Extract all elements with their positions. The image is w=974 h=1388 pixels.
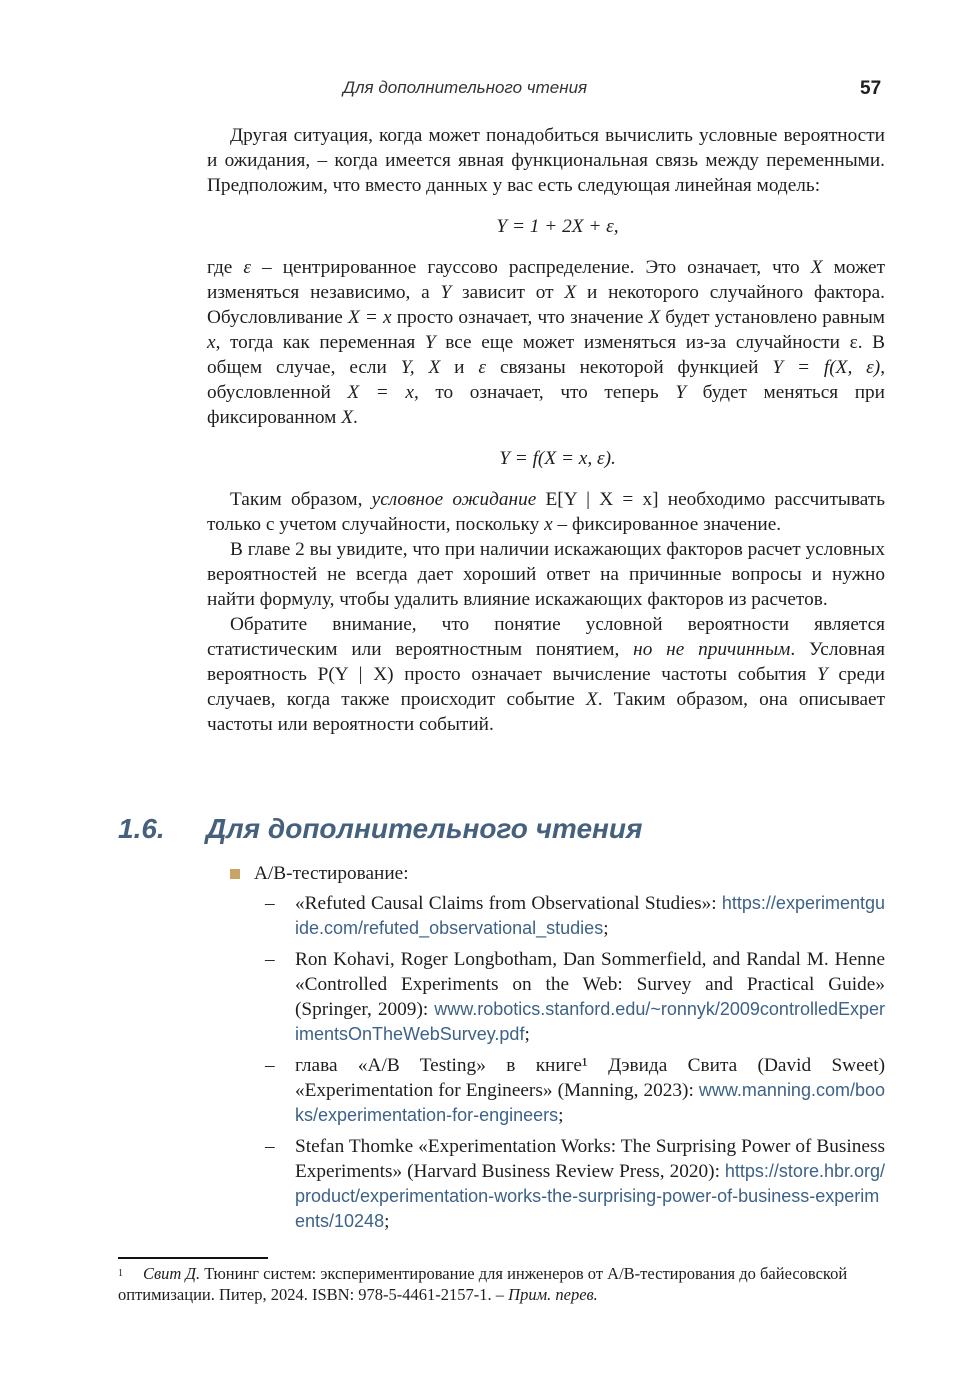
item-link[interactable]: www.manning.com/books/experimentation-for-engineers [295,1080,885,1125]
text-run: Другая ситуация, когда может понадобиться вычислить условные вероятности и ожидания, – когда имеется явная функциональная связь между переменными. Предположим, что вместо данных у вас есть следующая линейная модель: [207,125,885,196]
text-run: Обратите внимание, что понятие условной вероятности является статистическим или вероятностным понятием, [207,614,885,660]
section-title: Для дополнительного чтения [206,813,643,844]
list-item [265,1134,885,1234]
item-body [295,891,885,941]
item-text: глава «A/B Testing» в книге¹ Дэвида Свита (David Sweet) «Experimentation for Engineers» (Manning, 2023): [295,1055,885,1101]
dash-bullet-icon: – [265,949,275,970]
item-text: Stefan Thomke «Experimentation Works: The Surprising Power of Business Experiments» (Harvard Business Review Press, 2020): [295,1136,885,1182]
text-run: В главе 2 вы увидите, что при наличии искажающих факторов расчет условных вероятностей не всегда дает хороший ответ на причинные вопросы и нужно найти формулу, чтобы удалить влияние искажающих факторов из расчетов. [207,539,885,610]
text-run: X [341,407,353,428]
text-run: , обусловленной [207,357,886,403]
footnote-author: Свит Д. [143,1264,201,1283]
text-run: . Таким образом, она описывает частоты или вероятности событий. [207,689,885,735]
text-run: E[Y | X = x] необходимо рассчитывать только с учетом случайности, поскольку [207,489,885,535]
paragraph [207,487,885,537]
text-run: и некоторого случайного фактора. Обусловливание [207,282,885,328]
text-run: Y, X [400,357,441,378]
text-run: – центрированное гауссово распределение. Это означает, что [250,257,811,278]
footnote [118,1263,885,1305]
text-run: может изменяться независимо, а [207,257,885,303]
text-run: x [207,332,216,353]
text-run: X [810,257,823,278]
text-run: Y [424,332,436,353]
text-run: связаны некоторой функцией [486,357,773,378]
text-run: и [440,357,479,378]
text-run: будет меняться при фиксированном [207,382,885,428]
paragraph [207,537,885,612]
footnote-mark: 1 [118,1268,123,1279]
page-number: 57 [860,78,882,99]
list-item [265,891,885,941]
item-text: «Refuted Causal Claims from Observational Studies»: [295,893,722,914]
square-bullet-icon [230,869,240,879]
list-item [265,1053,885,1128]
reading-list [230,861,885,1240]
paragraph [207,255,885,430]
text-run: просто означает, что значение [391,307,649,328]
item-link[interactable]: https://experimentguide.com/refuted_observational_studies [295,893,885,938]
text-run: X = x [348,307,392,328]
text-run: Y [816,664,828,685]
sub-list [265,891,885,1234]
dash-bullet-icon: – [265,893,275,914]
text-run: среди случаев, когда также происходит событие [207,664,885,710]
item-link[interactable]: www.robotics.stanford.edu/~ronnyk/2009controlledExperimentsOnTheWebSurvey.pdf [295,999,885,1044]
dash-bullet-icon: – [265,1136,275,1157]
text-run: X = x [347,382,414,403]
text-run: . Условная вероятность P(Y | X) просто означает вычисление частоты события [207,639,885,685]
text-run: , тогда как переменная [215,332,425,353]
footnote-rule [118,1257,268,1259]
text-run: зависит от [451,282,565,303]
text-run: x [544,514,553,535]
text-run: Y [440,282,452,303]
text-run: но не причинным [633,639,791,660]
running-header: Для дополнительного чтения [343,78,588,97]
text-run: все еще может изменяться из-за случайности ε. В общем случае, если [207,332,885,378]
text-run: , то означает, что теперь [413,382,676,403]
text-run: X [585,689,598,710]
section-heading [118,813,643,845]
list-item [265,947,885,1047]
text-run: . [352,407,358,428]
text-run: X [564,282,577,303]
text-run: будет установлено равным [660,307,886,328]
text-run: ε [243,257,251,278]
item-end: ; [558,1105,564,1126]
item-body [295,1053,885,1128]
text-run: ε [478,357,487,378]
item-link[interactable]: https://store.hbr.org/product/experimentation-works-the-surprising-power-of-business-experiments/10248 [295,1161,885,1231]
dash-bullet-icon: – [265,1055,275,1076]
formula: Y = f(X = x, ε). [499,448,616,469]
item-text: Ron Kohavi, Roger Longbotham, Dan Sommerfield, and Randal M. Henne «Controlled Experiments on the Web: Survey and Practical Guide» (Springer, 2009): [295,949,885,1020]
item-end: ; [603,918,609,939]
item-body [295,1134,885,1234]
footnote-note: Прим. перев. [508,1285,598,1304]
paragraph [207,612,885,737]
text-run: X [648,307,661,328]
formula: Y = 1 + 2X + ε, [496,216,619,237]
item-end: ; [384,1211,390,1232]
text-run: Y [675,382,687,403]
paragraph [207,123,885,198]
item-end: ; [524,1024,530,1045]
bullet-label: A/B-тестирование: [254,863,409,884]
list-bullet [230,861,885,886]
body-text [207,123,885,737]
text-run: Таким образом, [230,489,372,510]
item-body [295,947,885,1047]
section-number: 1.6. [118,813,165,844]
text-run: где [207,257,244,278]
text-run: – фиксированное значение. [552,514,782,535]
text-run: условное ожидание [371,489,537,510]
footnote-text: Тюнинг систем: экспериментирование для инженеров от A/B-тестирования до байесовской оптимизации. Питер, 2024. ISBN: 978-5-4461-2157-1. – [118,1264,848,1304]
text-run: Y = f(X, ε) [772,357,881,378]
